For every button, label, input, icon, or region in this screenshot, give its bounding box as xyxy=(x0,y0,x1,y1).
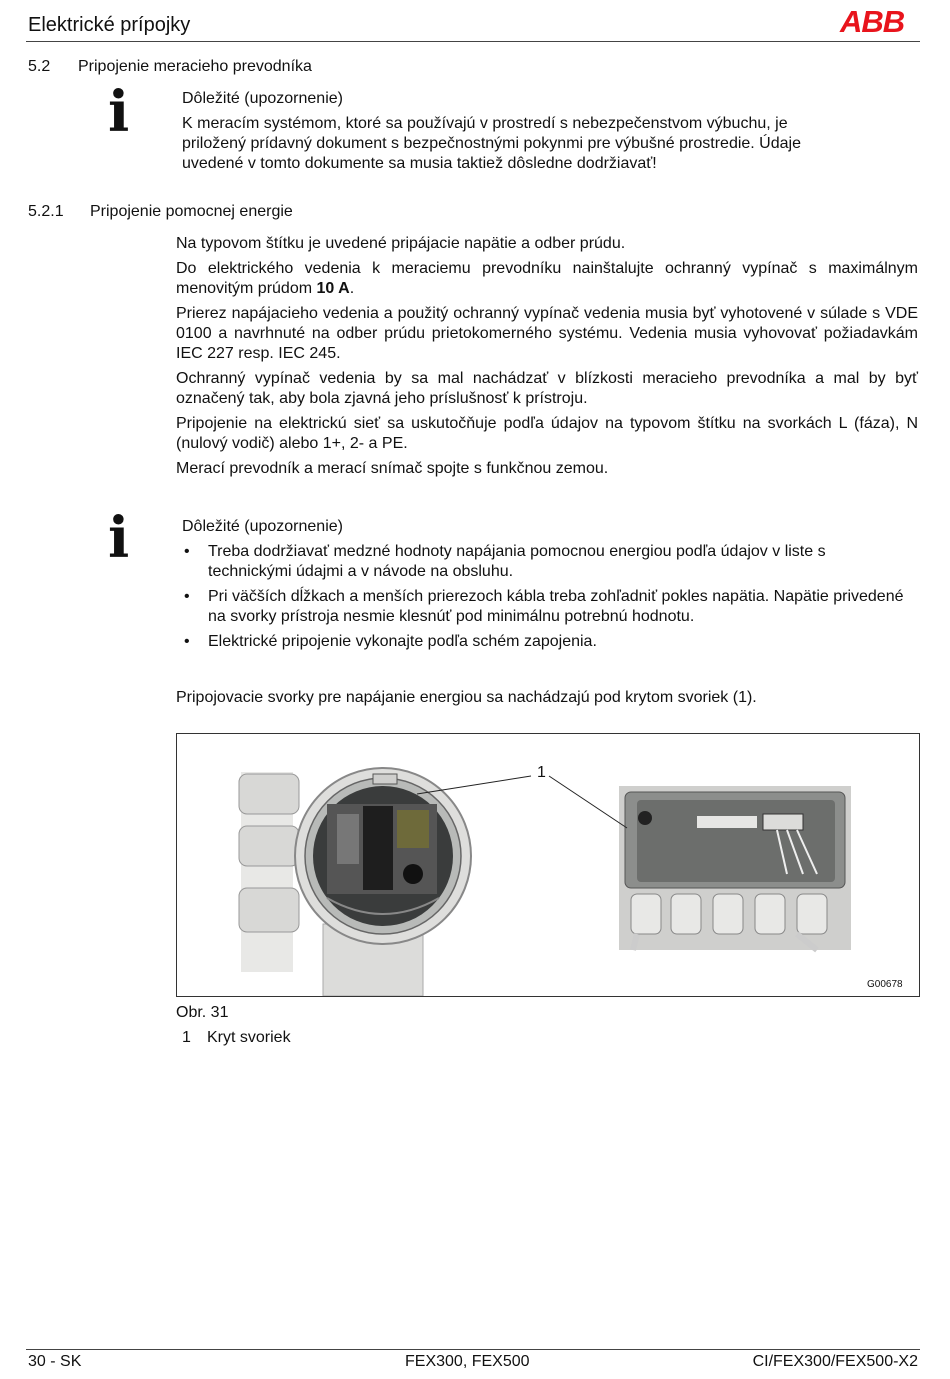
footer-divider xyxy=(26,1349,920,1350)
section-number: 5.2 xyxy=(28,58,51,75)
legend-number: 1 xyxy=(182,1029,191,1046)
section-number: 5.2.1 xyxy=(28,203,64,220)
body-text xyxy=(176,234,918,479)
paragraph: Prierez napájacieho vedenia a použitý ochranný vypínač vedenia musia byť vyhotovené v súlade s VDE 0100 a navrhnuté na odber prúdu prietokomerného systému. Vedenia musia vyhovovať požiadavkám IEC 227 resp. IEC 245. xyxy=(176,305,918,362)
paragraph: Merací prevodník a merací snímač spojte s funkčnou zemou. xyxy=(176,460,609,477)
note-line: priložený prídavný dokument s bezpečnostnými pokynmi pre výbušné prostredie. Údaje xyxy=(182,135,801,152)
header-divider xyxy=(26,41,920,42)
paragraph: Na typovom štítku je uvedené pripájacie napätie a odber prúdu. xyxy=(176,235,626,252)
legend-text: Kryt svoriek xyxy=(207,1029,291,1046)
paragraph: Ochranný vypínač vedenia by sa mal nachádzať v blízkosti meracieho prevodníka a mal by byť označený tak, aby bola zjavná jeho príslušnosť k prístroju. xyxy=(176,370,918,407)
footer-doc-id: CI/FEX300/FEX500-X2 xyxy=(752,1353,918,1370)
note-line: uvedené v tomto dokumente sa musia taktiež dôsledne dodržiavať! xyxy=(182,155,657,172)
paragraph-text: . xyxy=(349,280,355,297)
note-bullet: • Pri väčších dĺžkach a menších prierezoch kábla treba zohľadniť pokles napätia. Napätie privedené na svorky prístroja nesmie klesnúť pod minimálnu potrebnú hodnotu. xyxy=(182,587,904,627)
rated-current: 10 A xyxy=(316,280,350,297)
section-heading-5-2 xyxy=(28,58,428,78)
note-bullet: • Treba dodržiavať medzné hodnoty napájania pomocnou energiou podľa údajov v liste s technickými údajmi a v návode na obsluhu. xyxy=(182,542,904,582)
note-title: Dôležité (upozornenie) xyxy=(182,518,343,535)
note-bullet-list xyxy=(182,542,904,657)
footer-product: FEX300, FEX500 xyxy=(405,1353,530,1370)
figure-code: G00678 xyxy=(867,979,903,990)
section-title: Pripojenie pomocnej energie xyxy=(90,203,293,220)
round-housing-photo xyxy=(239,768,471,996)
section-title: Pripojenie meracieho prevodníka xyxy=(78,58,312,75)
callout-number: 1 xyxy=(537,764,546,781)
page-number: 30 - SK xyxy=(28,1353,82,1370)
note-title: Dôležité (upozornenie) xyxy=(182,90,343,107)
terminal-cover-illustration xyxy=(177,734,919,996)
note-line: K meracím systémom, ktoré sa používajú v prostredí s nebezpečenstvom výbuchu, je xyxy=(182,115,788,132)
paragraph: Pripojenie na elektrickú sieť sa uskutočňuje podľa údajov na typovom štítku na svorkách L (fáza), N (nulový vodič) alebo 1+, 2- a PE. xyxy=(176,415,918,452)
figure-intro: Pripojovacie svorky pre napájanie energiou sa nachádzajú pod krytom svoriek (1). xyxy=(176,689,757,706)
paragraph-text: Do elektrického vedenia k meraciemu prevodníku nainštalujte ochranný vypínač s maximálnym menovitým prúdom xyxy=(176,260,918,297)
section-heading-5-2-1 xyxy=(28,203,428,223)
figure-frame xyxy=(176,733,920,997)
figure-caption: Obr. 31 xyxy=(176,1004,229,1021)
note-bullet: • Elektrické pripojenie vykonajte podľa schém zapojenia. xyxy=(182,632,904,652)
terminal-box-photo xyxy=(619,786,851,950)
note-text xyxy=(182,114,902,174)
abb-logo: ABB xyxy=(840,4,905,39)
paragraph xyxy=(176,259,918,299)
info-icon: i xyxy=(108,79,130,145)
page-header-title: Elektrické prípojky xyxy=(28,14,191,36)
info-icon: i xyxy=(108,505,130,571)
callout-leader xyxy=(549,776,627,828)
